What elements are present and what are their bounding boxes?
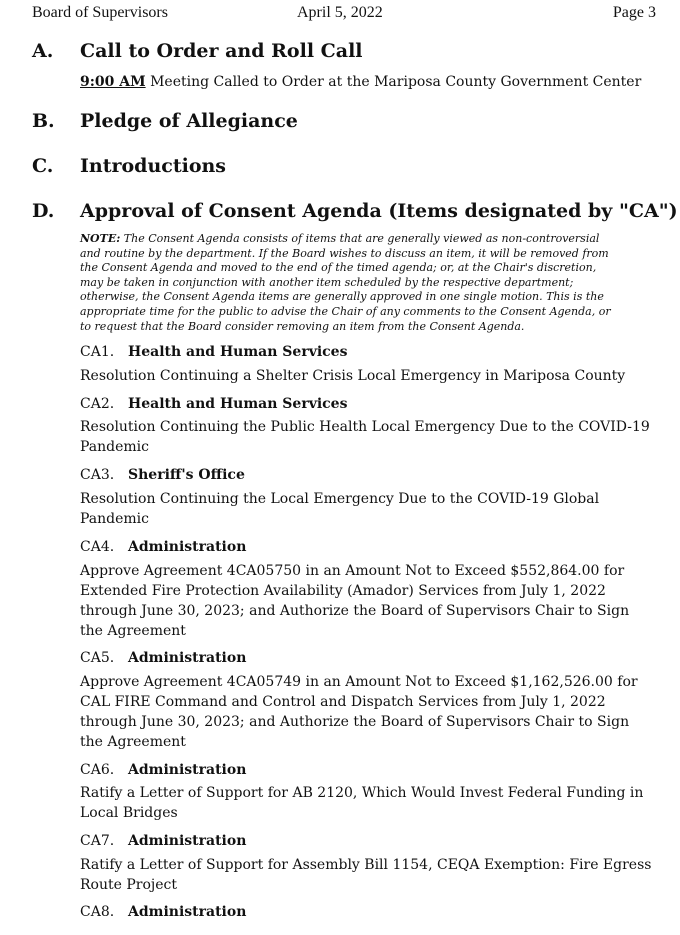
call-to-order-text: Meeting Called to Order at the Mariposa County Government Center [150, 74, 642, 90]
agenda-item-heading [80, 394, 347, 414]
note-label: NOTE: [80, 232, 121, 245]
item-department: Health and Human Services [128, 344, 348, 360]
note-line: NOTE: The Consent Agenda consists of items that are generally viewed as non-controversial [80, 232, 600, 245]
item-code: CA7. [80, 833, 115, 849]
section-a-heading [32, 40, 660, 66]
note-line: the Consent Agenda and moved to the end of the timed agenda; or, at the Chair's discretion, [80, 261, 597, 275]
section-title: Call to Order and Roll Call [80, 40, 363, 62]
note-line: to request that the Board consider removing an item from the Consent Agenda. [80, 319, 525, 333]
call-to-order-line [80, 72, 660, 92]
header-org: Board of Supervisors [32, 4, 168, 21]
page-header [32, 4, 656, 24]
meeting-time: 9:00 AM [80, 74, 146, 90]
item-code: CA3. [80, 467, 115, 483]
section-d-heading [32, 200, 678, 226]
section-title: Approval of Consent Agenda (Items designated by "CA") [80, 200, 678, 222]
section-c-heading [32, 155, 660, 181]
agenda-item-description: Resolution Continuing the Public Health Local Emergency Due to the COVID-19 Pandemic [80, 419, 650, 455]
note-line: appropriate time for the public to advise the Chair of any comments to the Consent Agenda, or [80, 304, 611, 318]
agenda-item-description: Approve Agreement 4CA05749 in an Amount Not to Exceed $1,162,526.00 for CAL FIRE Command and Control and Dispatch Services from July 1, 2022 through June 30, 2023; and Authorize the Board of Supervisors Chair to Sign the Agreement [80, 674, 638, 750]
agenda-item-heading [80, 342, 347, 362]
note-line: otherwise, the Consent Agenda items are generally approved in one single motion. This is the [80, 290, 604, 304]
item-code: CA4. [80, 539, 115, 555]
item-code: CA6. [80, 762, 115, 778]
consent-agenda-note [80, 232, 660, 334]
agenda-item-heading [80, 648, 246, 668]
item-department: Administration [128, 762, 247, 778]
agenda-item-heading [80, 465, 245, 485]
item-code: CA1. [80, 344, 115, 360]
item-code: CA5. [80, 650, 115, 666]
item-department: Administration [128, 650, 247, 666]
item-code: CA8. [80, 904, 115, 920]
agenda-item-heading [80, 902, 246, 922]
header-page-number: Page 3 [612, 4, 656, 21]
agenda-item-description: Approve Agreement 4CA05750 in an Amount Not to Exceed $552,864.00 for Extended Fire Protection Availability (Amador) Services from July 1, 2022 through June 30, 2023; and Authorize the Board of Supervisors Chair to Sign the Agreement [80, 563, 630, 639]
section-letter: A. [32, 40, 54, 62]
section-b-heading [32, 110, 660, 136]
section-letter: D. [32, 200, 55, 222]
agenda-item-description: Resolution Continuing the Local Emergency Due to the COVID-19 Global Pandemic [80, 491, 600, 527]
item-department: Health and Human Services [128, 396, 348, 412]
section-title: Pledge of Allegiance [80, 110, 298, 132]
item-code: CA2. [80, 396, 115, 412]
note-line: may be taken in conjunction with another item scheduled by the respective department; [80, 275, 574, 289]
header-date: April 5, 2022 [297, 4, 383, 21]
section-letter: C. [32, 155, 54, 177]
section-title: Introductions [80, 155, 227, 177]
agenda-item-description: Ratify a Letter of Support for AB 2120, Which Would Invest Federal Funding in Local Bridges [80, 785, 644, 821]
agenda-item-description: Resolution Continuing a Shelter Crisis Local Emergency in Mariposa County [80, 368, 626, 384]
agenda-item-heading [80, 537, 246, 557]
section-letter: B. [32, 110, 55, 132]
item-department: Administration [128, 539, 247, 555]
agenda-item-description: Ratify a Letter of Support for Assembly Bill 1154, CEQA Exemption: Fire Egress Route Project [80, 857, 652, 893]
agenda-item-heading [80, 831, 246, 851]
item-department: Administration [128, 904, 247, 920]
note-line: and routine by the department. If the Board wishes to discuss an item, it will be removed from [80, 246, 609, 260]
item-department: Sheriff's Office [128, 467, 245, 483]
item-department: Administration [128, 833, 247, 849]
agenda-item-heading [80, 760, 246, 780]
